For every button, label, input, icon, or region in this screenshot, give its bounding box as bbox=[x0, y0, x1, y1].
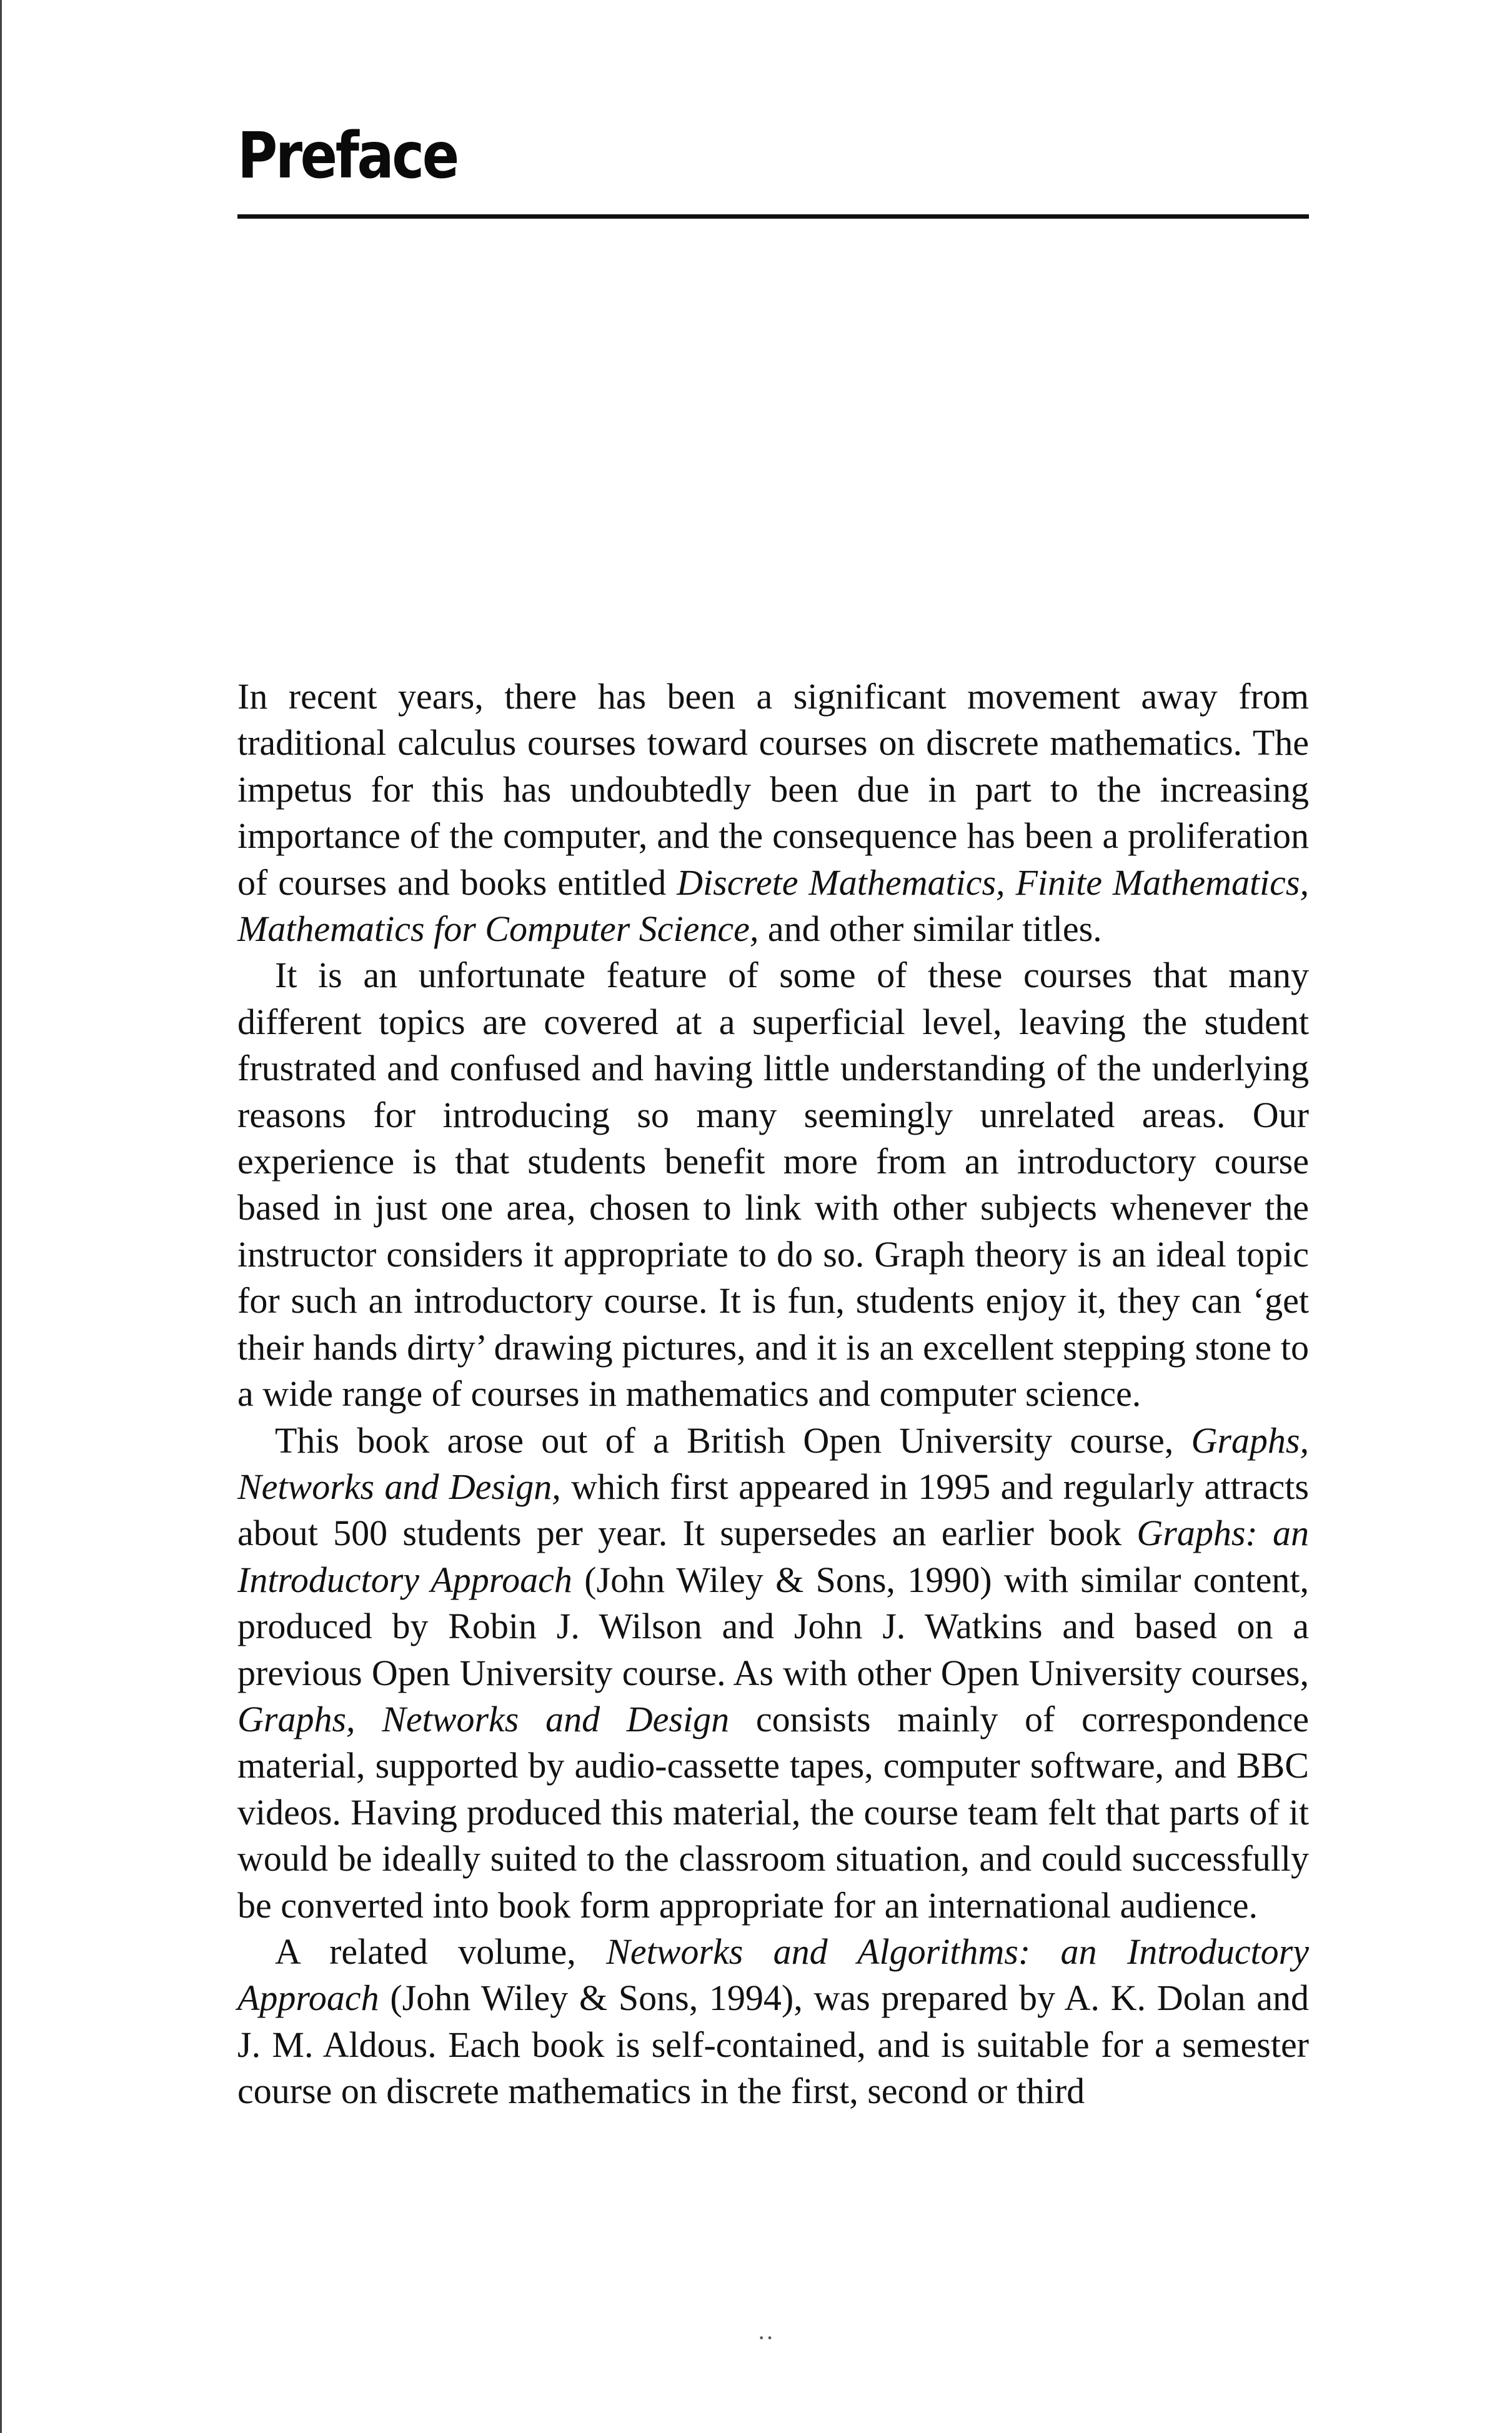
paragraph-3-course-title: Graphs, Networks and Design, bbox=[237, 1420, 1309, 1507]
paragraph-4 bbox=[237, 1929, 1309, 2115]
paragraph-3-course-title-2: Graphs, Networks and Design bbox=[237, 1698, 730, 1739]
paragraph-4-book-title: Networks and Algorithms: an Introductory Approach bbox=[237, 1931, 1309, 2019]
paragraph-3-text: This book arose out of a British Open University course, bbox=[275, 1420, 1191, 1461]
paragraph-1 bbox=[237, 674, 1309, 952]
page-number-mark: ·· bbox=[757, 2324, 774, 2352]
paragraph-2 bbox=[237, 952, 1309, 1417]
page-edge-line bbox=[0, 0, 2, 2433]
paragraph-4-text-2: (John Wiley & Sons, 1994), was prepared by A. K. Dolan and J. M. Aldous. Each book is self-contained, and is suitable for a semester course on discrete mathematics in the first, second or third bbox=[237, 1978, 1309, 2112]
paragraph-3 bbox=[237, 1418, 1309, 1929]
title-rule bbox=[237, 214, 1309, 219]
page-title: Preface bbox=[237, 119, 457, 193]
body-text bbox=[237, 674, 1309, 2115]
paragraph-1-book-titles: Discrete Mathematics, Finite Mathematics, Mathematics for Computer Science, bbox=[237, 862, 1309, 950]
paragraph-3-book-title: Graphs: an Introductory Approach bbox=[237, 1513, 1309, 1600]
paragraph-1-text: In recent years, there has been a significant movement away from traditional calculus courses toward courses on discrete mathematics. The impetus for this has undoubtedly been due in part to the increasing importance of the computer, and the consequence has been a proliferation of courses and books entitled bbox=[237, 676, 1309, 903]
paragraph-3-text-4: consists mainly of correspondence material, supported by audio-cassette tapes, computer software, and BBC videos. Having produced this material, the course team felt that parts of it would be ideally suited to the classroom situation, and could successfully be converted into book form appropriate for an international audience. bbox=[237, 1698, 1309, 1926]
paragraph-3-text-3: (John Wiley & Sons, 1990) with similar content, produced by Robin J. Wilson and John J. Watkins and based on a previous Open University course. As with other Open University courses, bbox=[237, 1559, 1310, 1693]
paragraph-3-text-2: which first appeared in 1995 and regularly attracts about 500 students per year. It supersedes an earlier book bbox=[237, 1466, 1309, 1554]
paragraph-1-text-end: and other similar titles. bbox=[758, 908, 1102, 950]
paragraph-2-text: It is an unfortunate feature of some of these courses that many different topics are covered at a superficial level, leaving the student frustrated and confused and having little understanding of the underlying reasons for introducing so many seemingly unrelated areas. Our experience is that students benefit more from an introductory course based in just one area, chosen to link with other subjects whenever the instructor considers it appropriate to do so. Graph theory is an ideal topic for such an introductory course. It is fun, students enjoy it, they can ‘get their hands dirty’ drawing pictures, and it is an excellent stepping stone to a wide range of courses in mathematics and computer science. bbox=[237, 955, 1309, 1415]
paragraph-4-text: A related volume, bbox=[275, 1931, 607, 1972]
